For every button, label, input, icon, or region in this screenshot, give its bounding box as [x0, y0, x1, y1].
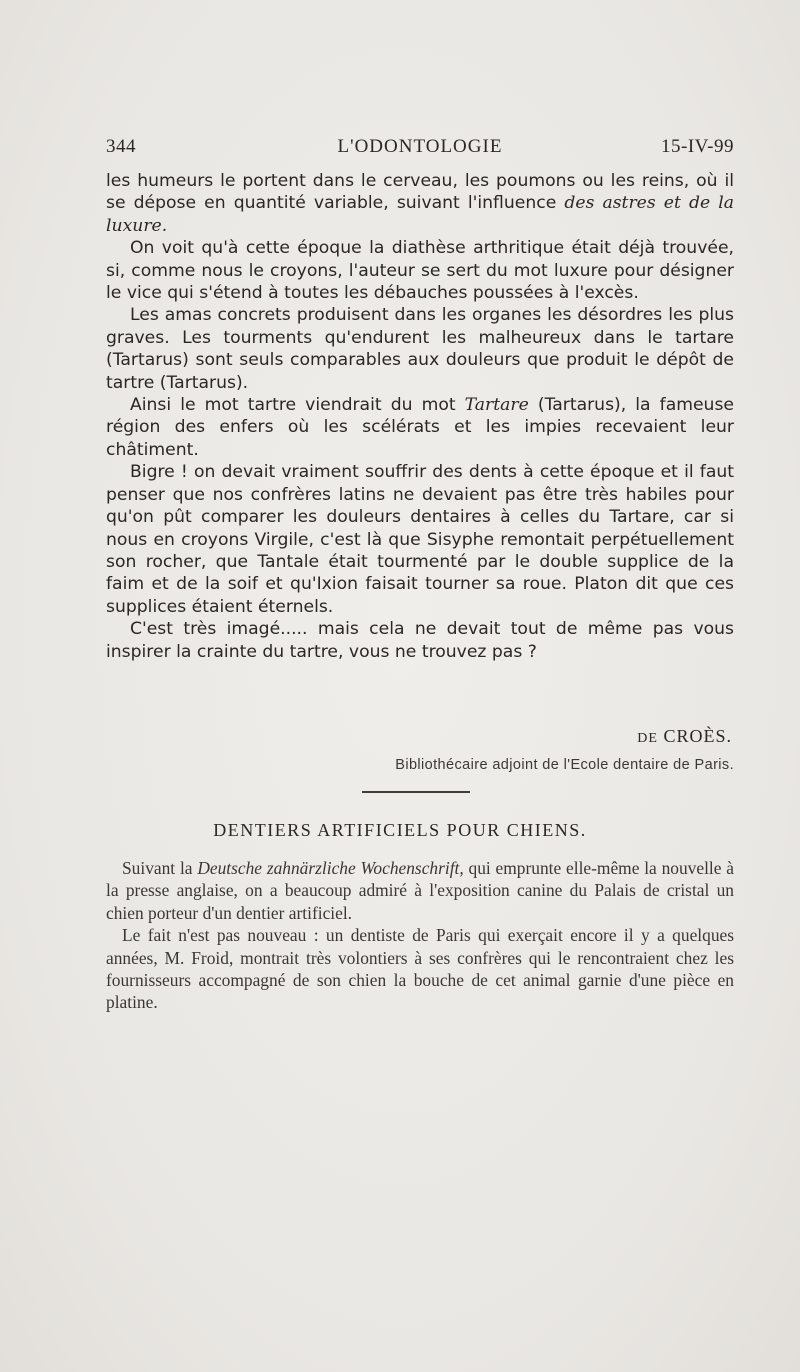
- section-divider: [362, 791, 470, 793]
- article-tartre-body: [106, 170, 734, 663]
- italic-word: Tartare: [464, 395, 529, 416]
- article-dentiers-body: [106, 857, 734, 1014]
- paragraph: les humeurs le portent dans le cerveau, les poumons ou les reins, où il se dépose en quantité variable, suivant l'influence des astres et de la luxure.: [106, 171, 734, 236]
- paragraph: Ainsi le mot tartre viendrait du mot Tartare (Tartarus), la fameuse région des enfers où les scélérats et les impies recevaient leur châtiment.: [106, 395, 734, 460]
- journal-title: Deutsche zahnärzliche Wochenschrift,: [197, 858, 464, 878]
- running-title: L'ODONTOLOGIE: [337, 136, 503, 157]
- issue-date: 15-IV-99: [661, 136, 734, 157]
- section-title: DENTIERS ARTIFICIELS POUR CHIENS.: [213, 820, 587, 840]
- paragraph: Suivant la Deutsche zahnärzliche Wochenschrift, qui emprunte elle-même la nouvelle à la presse anglaise, on a beaucoup admiré à l'exposition canine du Palais de cristal un chien porteur d'un dentier artificiel.: [106, 858, 734, 923]
- paragraph: On voit qu'à cette époque la diathèse arthritique était déjà trouvée, si, comme nous le croyons, l'auteur se sert du mot luxure pour désigner le vice qui s'étend à toutes les débauches poussées à l'excès.: [106, 238, 734, 304]
- running-header: [106, 136, 734, 160]
- italic-phrase: des astres et de la luxure.: [106, 193, 734, 236]
- page-number: 344: [106, 136, 136, 157]
- author-affiliation: Bibliothécaire adjoint de l'Ecole dentaire de Paris.: [395, 757, 734, 773]
- paragraph: C'est très imagé..... mais cela ne devait tout de même pas vous inspirer la crainte du tartre, vous ne trouvez pas ?: [106, 619, 734, 662]
- author-signature: DE CROÈS.: [637, 726, 732, 746]
- paragraph: Les amas concrets produisent dans les organes les désordres les plus graves. Les tourments qu'endurent les malheureux dans le tartare (Tartarus) sont seuls comparables aux douleurs que produit le dépôt de tartre (Tartarus).: [106, 305, 734, 393]
- paragraph: Le fait n'est pas nouveau : un dentiste de Paris qui exerçait encore il y a quelques années, M. Froid, montrait très volontiers à ses confrères qui le rencontraient chez les fournisseurs accompagné de son chien la bouche de cet animal garnie d'une pièce en platine.: [106, 925, 734, 1013]
- paragraph: Bigre ! on devait vraiment souffrir des dents à cette époque et il faut penser que nos confrères latins ne devaient pas être très habiles pour qu'on pût comparer les douleurs dentaires à celles du Tartare, car si nous en croyons Virgile, c'est là que Sisyphe remontait perpétuellement son rocher, que Tantale était tourmenté par le double supplice de la faim et de la soif et qu'Ixion faisait tourner sa roue. Platon dit que ces supplices étaient éternels.: [106, 462, 734, 617]
